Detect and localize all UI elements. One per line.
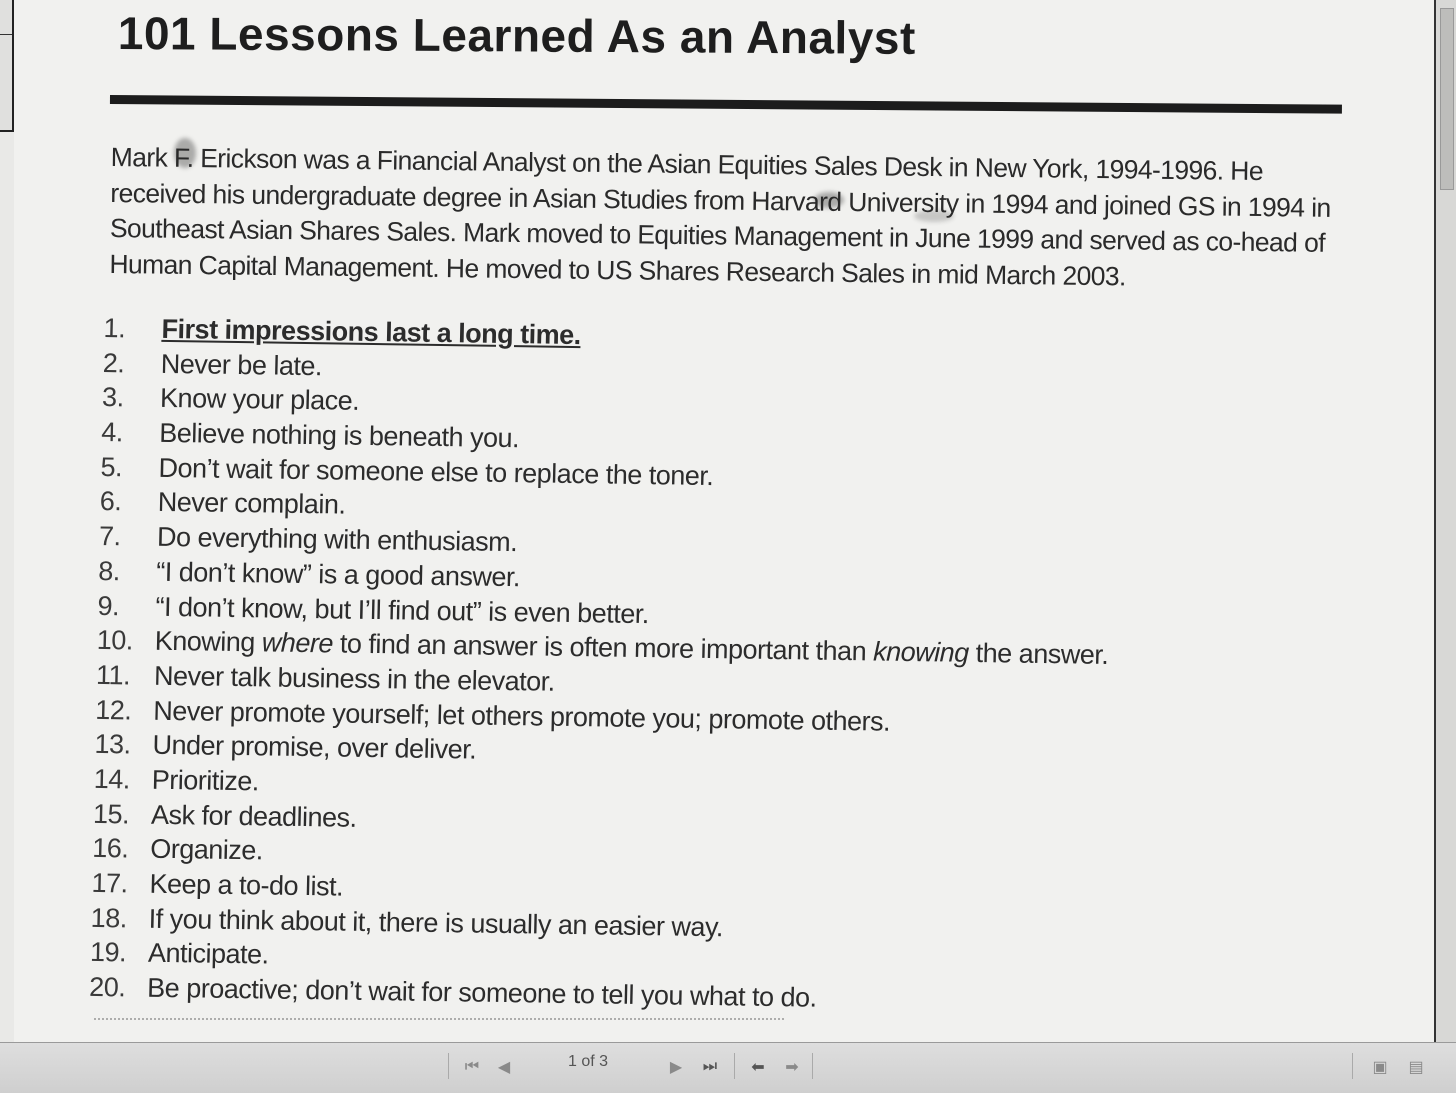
text-run: the answer. [968, 638, 1109, 671]
italic-run: knowing [872, 636, 970, 669]
item-text: First impressions last a long time. [161, 313, 582, 351]
item-number: 17. [91, 867, 128, 899]
italic-run: where [261, 627, 334, 659]
toolbar-separator [812, 1053, 813, 1079]
item-number: 5. [100, 451, 123, 483]
title-rule [110, 95, 1342, 114]
item-text: Ask for deadlines. [150, 799, 357, 833]
item-number: 3. [101, 382, 124, 413]
item-number: 13. [94, 729, 131, 760]
item-number: 20. [88, 971, 126, 1003]
item-number: 6. [99, 486, 122, 517]
lessons-list [89, 311, 1116, 1020]
ink-smudge [914, 210, 954, 222]
toolbar-separator [1352, 1053, 1353, 1079]
item-text: Under promise, over deliver. [152, 730, 477, 765]
item-text: Do everything with enthusiasm. [156, 521, 518, 558]
item-number: 19. [89, 937, 127, 968]
item-text: Never promote yourself; let others promote you; promote others. [152, 695, 891, 737]
print-icon[interactable]: ▤ [1408, 1059, 1424, 1076]
item-text: Know your place. [159, 383, 360, 417]
item-text: Don’t wait for someone else to replace the toner. [158, 452, 714, 491]
item-number: 18. [90, 902, 128, 934]
back-icon[interactable]: ⬅ [751, 1059, 765, 1076]
toolbar-separator [734, 1053, 735, 1079]
bio-line: received his undergraduate degree in Asian Studies from Harvard University in 1994 and joined GS in 1994 in [110, 177, 1331, 223]
item-number: 14. [93, 763, 131, 795]
item-number: 10. [96, 625, 134, 656]
scrollbar-thumb[interactable] [1440, 8, 1454, 190]
text-run: to find an answer is often more important than [332, 628, 874, 667]
viewer-toolbar [0, 1042, 1456, 1093]
item-text: Never complain. [157, 487, 346, 521]
bio-line: Human Capital Management. He moved to US Shares Research Sales in mid March 2003. [109, 248, 1126, 291]
text-run: Knowing [154, 625, 263, 658]
item-text: Anticipate. [147, 938, 269, 970]
previous-page-icon[interactable]: ◀ [497, 1059, 511, 1076]
item-text: Prioritize. [151, 764, 260, 797]
item-text: Believe nothing is beneath you. [159, 417, 520, 454]
item-text: “I don’t know” is a good answer. [155, 556, 521, 593]
item-number: 1. [103, 312, 126, 344]
first-page-icon[interactable]: ⏮ [464, 1058, 480, 1075]
page-indicator: 1 of 3 [568, 1053, 609, 1070]
save-icon[interactable]: ▣ [1372, 1059, 1388, 1076]
window-frame-edge [0, 0, 14, 132]
item-text: Be proactive; don’t wait for someone to tell you what to do. [146, 972, 817, 1013]
vertical-scrollbar[interactable] [1434, 0, 1456, 1042]
item-text: Keep a to-do list. [149, 868, 344, 902]
item-number: 9. [97, 590, 120, 621]
item-number: 12. [94, 694, 132, 726]
bio-line: Southeast Asian Shares Sales. Mark moved to Equities Management in June 1999 and served as co-head of [109, 212, 1326, 258]
document-title: 101 Lessons Learned As an Analyst [117, 6, 916, 64]
item-number: 8. [98, 555, 121, 587]
item-text: Never be late. [160, 348, 323, 381]
author-bio [109, 140, 1331, 297]
ink-smudge [814, 192, 844, 208]
item-number: 16. [91, 833, 129, 864]
toolbar-separator [448, 1053, 449, 1079]
item-text: Never talk business in the elevator. [153, 660, 556, 697]
item-number: 2. [102, 347, 125, 378]
document-page [14, 0, 1434, 1042]
bio-line: Mark F. Erickson was a Financial Analyst on the Asian Equities Sales Desk in New York, 1994-1996. He [110, 141, 1264, 187]
cutoff-next-line [94, 1018, 784, 1026]
forward-icon[interactable]: ➡ [785, 1059, 799, 1076]
item-number: 11. [95, 659, 131, 691]
item-number: 15. [92, 798, 130, 830]
ink-smudge [174, 138, 196, 168]
item-number: 4. [101, 417, 124, 448]
item-text: Organize. [149, 834, 264, 866]
item-text: If you think about it, there is usually an easier way. [148, 903, 724, 942]
last-page-icon[interactable]: ⏭ [702, 1058, 718, 1075]
next-page-icon[interactable]: ▶ [669, 1059, 683, 1076]
item-text: “I don’t know, but I’ll find out” is even better. [155, 591, 650, 629]
item-number: 7. [98, 521, 121, 552]
